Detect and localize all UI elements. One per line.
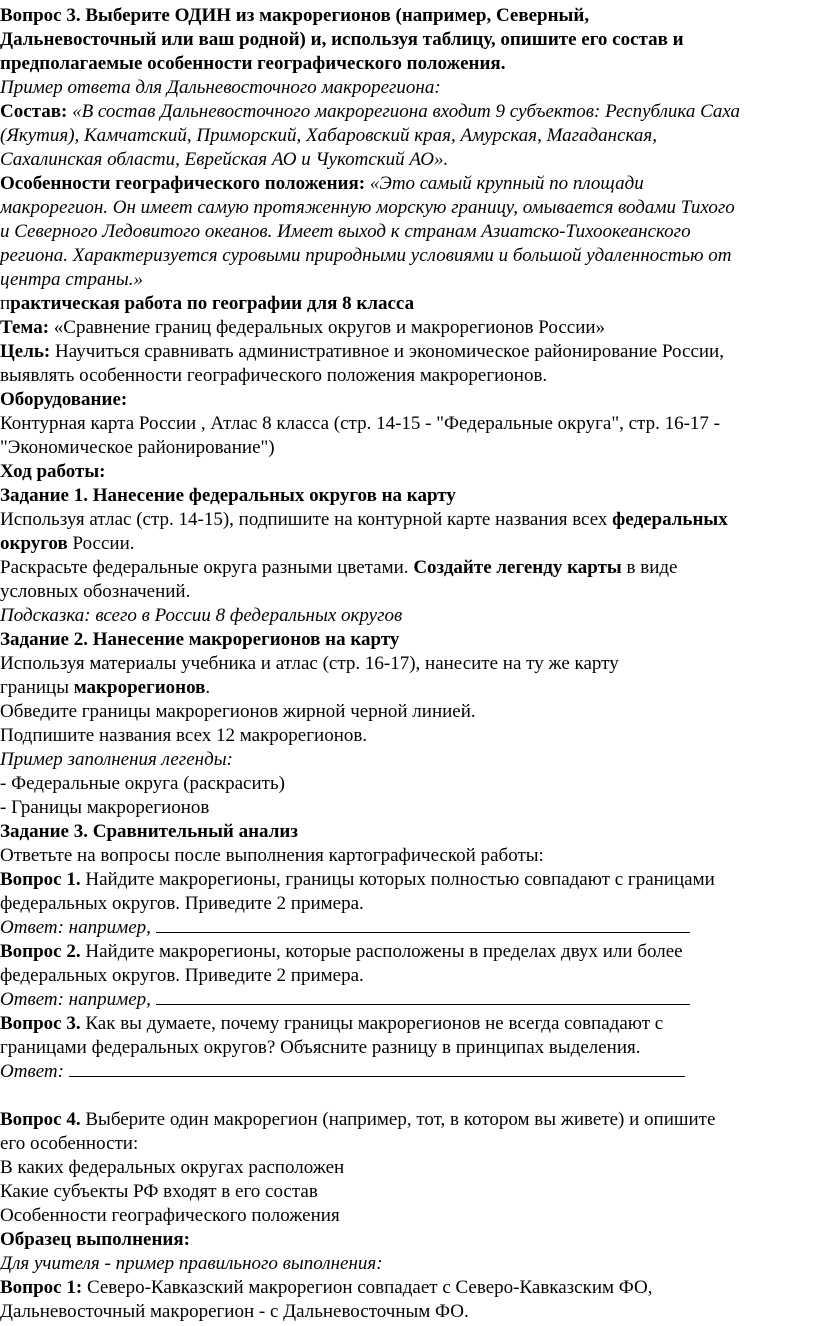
- task1-line2: округов России.: [0, 533, 135, 554]
- task1-line1: Используя атлас (стр. 14-15), подпишите на контурной карте названия всех федеральных: [0, 509, 728, 530]
- progress-label: Ход работы:: [0, 461, 106, 482]
- example-features-line4: региона. Характеризуется суровыми природными условиями и большой удаленностью от: [0, 245, 732, 266]
- example-composition-line1: Состав: «В состав Дальневосточного макрорегиона входит 9 субъектов: Республика Саха: [0, 101, 741, 122]
- practical-goal-line2: выявлять особенности географического положения макрорегионов.: [0, 365, 548, 386]
- task3-q4-item3: Особенности географического положения: [0, 1205, 340, 1226]
- equipment-label: Оборудование:: [0, 389, 128, 410]
- task3-q2-line1: Вопрос 2. Найдите макрорегионы, которые расположены в пределах двух или более: [0, 941, 683, 962]
- task3-q1-answer: Ответ: например,: [0, 916, 690, 940]
- answer-line[interactable]: [156, 988, 690, 1005]
- task2-line1: Используя материалы учебника и атлас (стр. 16-17), нанесите на ту же карту: [0, 653, 619, 674]
- practical-goal-line1: Цель: Научиться сравнивать административное и экономическое районирование России,: [0, 341, 724, 362]
- task3-q4-line2: его особенности:: [0, 1133, 139, 1154]
- sample-a1-line2: Дальневосточный макрорегион - с Дальневосточным ФО.: [0, 1301, 469, 1322]
- task2-legend-item1: - Федеральные округа (раскрасить): [0, 773, 285, 794]
- example-composition-line2: (Якутия), Камчатский, Приморский, Хабаровский края, Амурская, Магаданская,: [0, 125, 658, 146]
- task3-q3-line1: Вопрос 3. Как вы думаете, почему границы макрорегионов не всегда совпадают с: [0, 1013, 664, 1034]
- task3-q4-item2: Какие субъекты РФ входят в его состав: [0, 1181, 318, 1202]
- example-features-line2: макрорегион. Он имеет самую протяженную морскую границу, омывается водами Тихого: [0, 197, 735, 218]
- task2-legend-caption: Пример заполнения легенды:: [0, 749, 233, 770]
- task3-q2-line2: федеральных округов. Приведите 2 примера.: [0, 965, 364, 986]
- example-features-line5: центра страны.»: [0, 269, 144, 290]
- task1-line3: Раскрасьте федеральные округа разными цветами. Создайте легенду карты в виде: [0, 557, 678, 578]
- equipment-line1: Контурная карта России , Атлас 8 класса (стр. 14-15 - "Федеральные округа", стр. 16-17 -: [0, 413, 720, 434]
- answer-line[interactable]: [69, 1060, 685, 1077]
- task3-q4-item1: В каких федеральных округах расположен: [0, 1157, 345, 1178]
- task2-title: Задание 2. Нанесение макрорегионов на карту: [0, 629, 400, 650]
- example-features-line3: и Северного Ледовитого океанов. Имеет выход к странам Азиатско-Тихоокеанского: [0, 221, 691, 242]
- task3-q2-answer: Ответ: например,: [0, 988, 690, 1012]
- example-features-line1: Особенности географического положения: «Это самый крупный по площади: [0, 173, 644, 194]
- task1-title: Задание 1. Нанесение федеральных округов на карту: [0, 485, 456, 506]
- sample-title: Образец выполнения:: [0, 1229, 190, 1250]
- task3-q1-line2: федеральных округов. Приведите 2 примера.: [0, 893, 364, 914]
- q3-intro-line3: предполагаемые особенности географического положения.: [0, 53, 506, 74]
- task3-intro: Ответьте на вопросы после выполнения картографической работы:: [0, 845, 544, 866]
- practical-theme: Тема: «Сравнение границ федеральных округов и макрорегионов России»: [0, 317, 606, 338]
- task3-q3-line2: границами федеральных округов? Объясните разницу в принципах выделения.: [0, 1037, 641, 1058]
- task3-title: Задание 3. Сравнительный анализ: [0, 821, 298, 842]
- example-caption: Пример ответа для Дальневосточного макрорегиона:: [0, 77, 441, 98]
- equipment-line2: "Экономическое районирование"): [0, 437, 275, 458]
- task2-legend-item2: - Границы макрорегионов: [0, 797, 210, 818]
- task2-line4: Подпишите названия всех 12 макрорегионов.: [0, 725, 368, 746]
- task1-hint: Подсказка: всего в России 8 федеральных округов: [0, 605, 403, 626]
- q3-intro-line1: Вопрос 3. Выберите ОДИН из макрорегионов (например, Северный,: [0, 5, 590, 26]
- sample-a1-line1: Вопрос 1: Северо-Кавказский макрорегион совпадает с Северо-Кавказским ФО,: [0, 1277, 653, 1298]
- q3-intro-line2: Дальневосточный или ваш родной) и, используя таблицу, опишите его состав и: [0, 29, 684, 50]
- task2-line3: Обведите границы макрорегионов жирной черной линией.: [0, 701, 476, 722]
- sample-caption: Для учителя - пример правильного выполнения:: [0, 1253, 383, 1274]
- task3-q1-line1: Вопрос 1. Найдите макрорегионы, границы которых полностью совпадают с границами: [0, 869, 715, 890]
- task2-line2: границы макрорегионов.: [0, 677, 211, 698]
- practical-title: практическая работа по географии для 8 класса: [0, 293, 415, 314]
- task3-q3-answer: Ответ:: [0, 1060, 685, 1084]
- answer-line[interactable]: [156, 916, 690, 933]
- task3-q4-line1: Вопрос 4. Выберите один макрорегион (например, тот, в котором вы живете) и опишите: [0, 1109, 716, 1130]
- example-composition-line3: Сахалинская области, Еврейская АО и Чукотский АО».: [0, 149, 449, 170]
- task1-line4: условных обозначений.: [0, 581, 191, 602]
